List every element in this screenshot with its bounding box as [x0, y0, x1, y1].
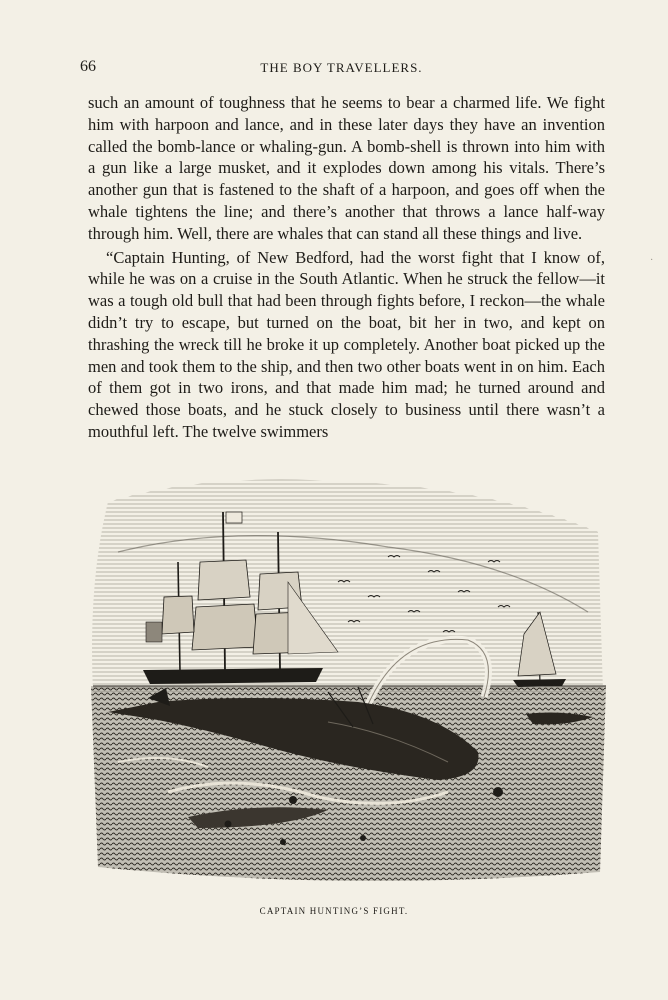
engraving-drawing	[88, 462, 608, 897]
running-head: THE BOY TRAVELLERS.	[260, 60, 423, 75]
illustration-caption: CAPTAIN HUNTING’S FIGHT.	[259, 906, 409, 916]
body-text	[88, 92, 605, 443]
paragraph-1: such an amount of toughness that he seems to bear a charmed life. We fight him with harpoon and lance, and in these later days they have an invention called the bomb-lance or whaling-gun. A bomb-shell is thrown into him with a gun like a large musket, and it explodes down among his vitals. There’s another gun that is fastened to the shaft of a harpoon, and goes off when the whale tightens the line; and there’s another that throws a lance half-way through him. Well, there are whales that can stand all these things and live.	[88, 93, 605, 243]
paragraph-2: “Captain Hunting, of New Bedford, had the worst fight that I know of, while he was on a cruise in the South Atlantic. When he struck the fellow—it was a tough old bull that had been through fights before, I reckon—the whale didn’t try to escape, but turned on the boat, bit her in two, and kept on thrashing the wreck till he broke it up completely. Another boat picked up the men and took them to the ship, and then two other boats went in on him. Each of them got in two irons, and that made him mad; he turned around and chewed those boats, and he stuck closely to business until there wasn’t a mouthful left. The twelve swimmers	[88, 247, 605, 441]
whale-fight-engraving	[88, 462, 608, 897]
page-header	[80, 58, 603, 80]
page-number: 66	[80, 58, 96, 75]
paper-speck: ·	[650, 255, 654, 266]
